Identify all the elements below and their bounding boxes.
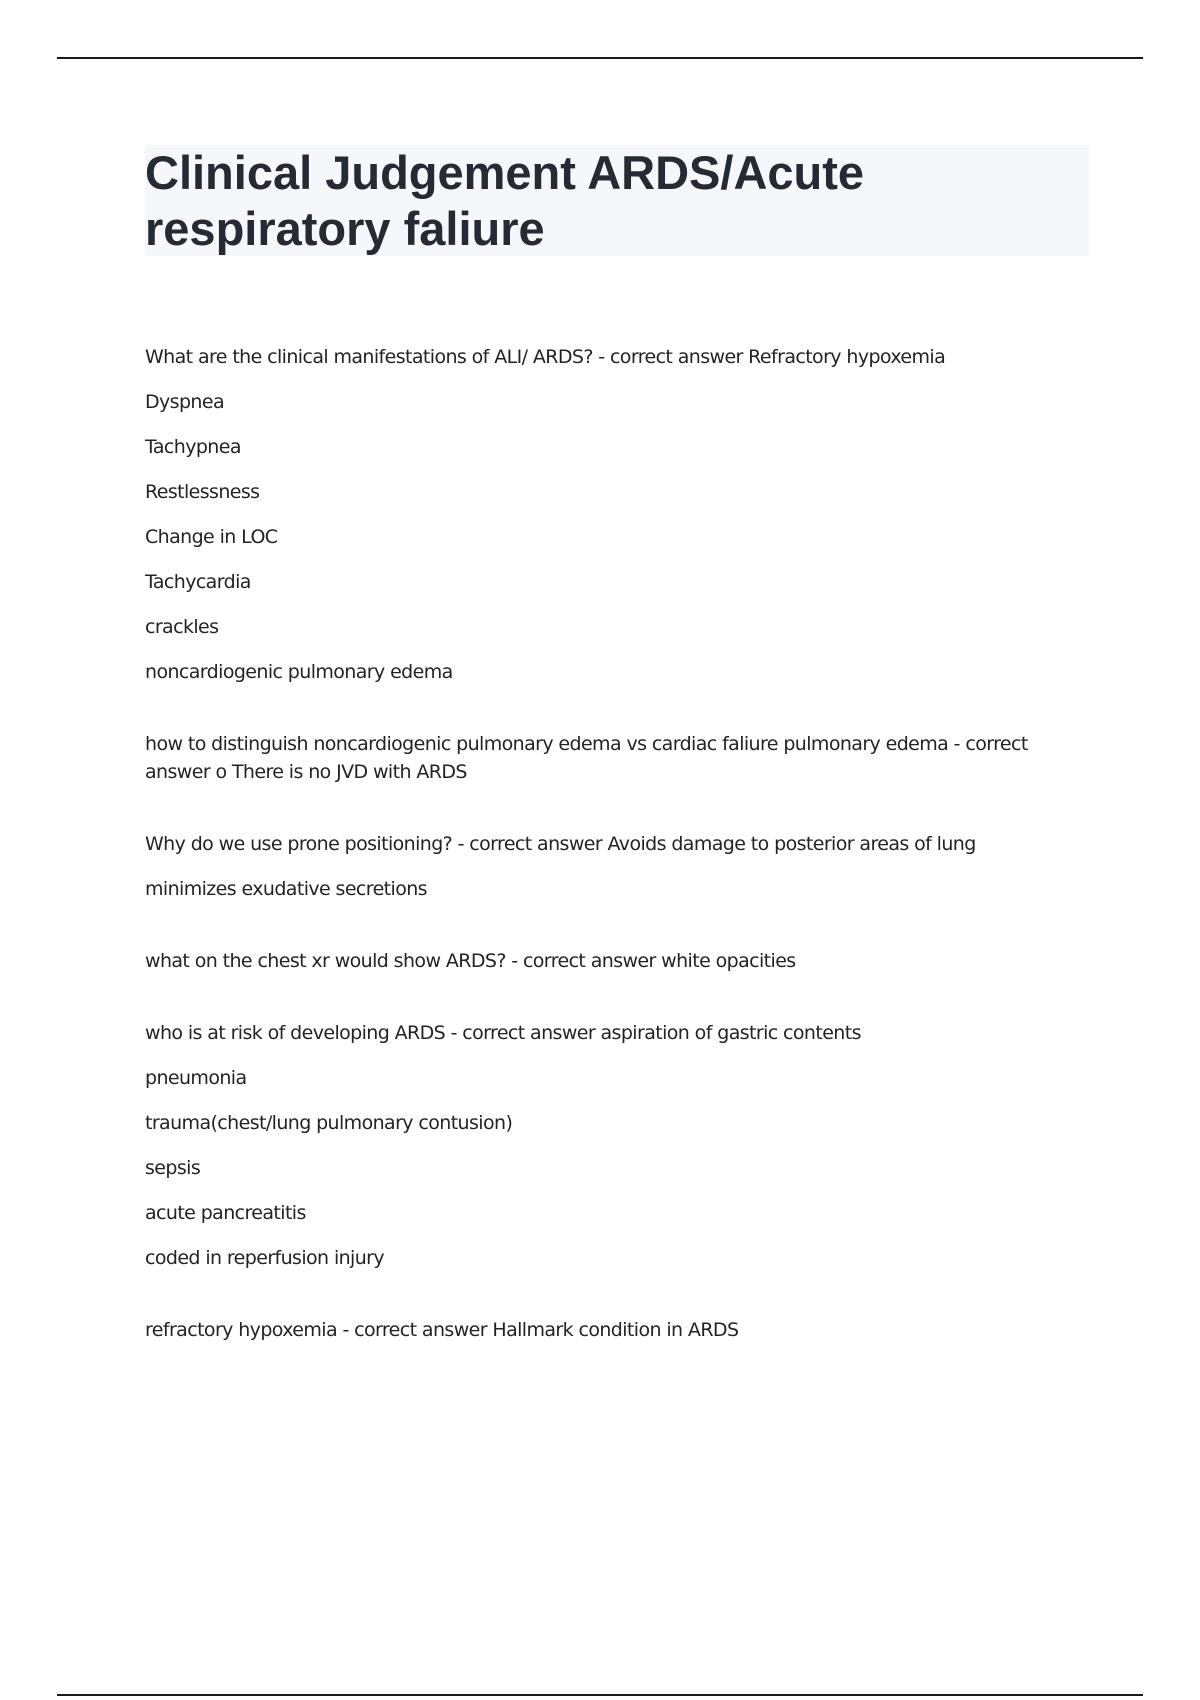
qa-question-answer: what on the chest xr would show ARDS? - correct answer white opacities — [145, 950, 796, 972]
bottom-rule — [57, 1694, 1143, 1696]
qa-answer-line: trauma(chest/lung pulmonary contusion) — [145, 1112, 513, 1134]
qa-question-answer: refractory hypoxemia - correct answer Hallmark condition in ARDS — [145, 1319, 739, 1341]
qa-content — [145, 343, 1045, 1388]
qa-item — [145, 730, 1045, 786]
qa-item — [145, 1316, 1045, 1344]
qa-question-answer: how to distinguish noncardiogenic pulmonary edema vs cardiac faliure pulmonary edema - correct answer o There is no JVD with ARDS — [145, 733, 1028, 783]
qa-question-answer: who is at risk of developing ARDS - correct answer aspiration of gastric contents — [145, 1022, 861, 1044]
qa-answer-line: Dyspnea — [145, 391, 225, 413]
qa-answer-line: Tachycardia — [145, 571, 251, 593]
qa-answer-line: sepsis — [145, 1157, 201, 1179]
qa-item — [145, 1019, 1045, 1272]
qa-answer-line: noncardiogenic pulmonary edema — [145, 661, 453, 683]
qa-answer-line: Change in LOC — [145, 526, 278, 548]
qa-question-answer: Why do we use prone positioning? - correct answer Avoids damage to posterior areas of lung — [145, 833, 976, 855]
page-title: Clinical Judgement ARDS/Acute respiratory faliure — [145, 146, 865, 255]
qa-answer-line: acute pancreatitis — [145, 1202, 306, 1224]
top-rule — [57, 57, 1143, 59]
qa-item — [145, 947, 1045, 975]
qa-item — [145, 830, 1045, 903]
qa-answer-line: pneumonia — [145, 1067, 247, 1089]
qa-answer-line: Tachypnea — [145, 436, 241, 458]
title-banner — [145, 145, 1089, 256]
qa-answer-line: minimizes exudative secretions — [145, 878, 427, 900]
qa-question-answer: What are the clinical manifestations of ALI/ ARDS? - correct answer Refractory hypoxemia — [145, 346, 946, 368]
qa-answer-line: crackles — [145, 616, 219, 638]
qa-item — [145, 343, 1045, 686]
qa-answer-line: coded in reperfusion injury — [145, 1247, 385, 1269]
qa-answer-line: Restlessness — [145, 481, 260, 503]
